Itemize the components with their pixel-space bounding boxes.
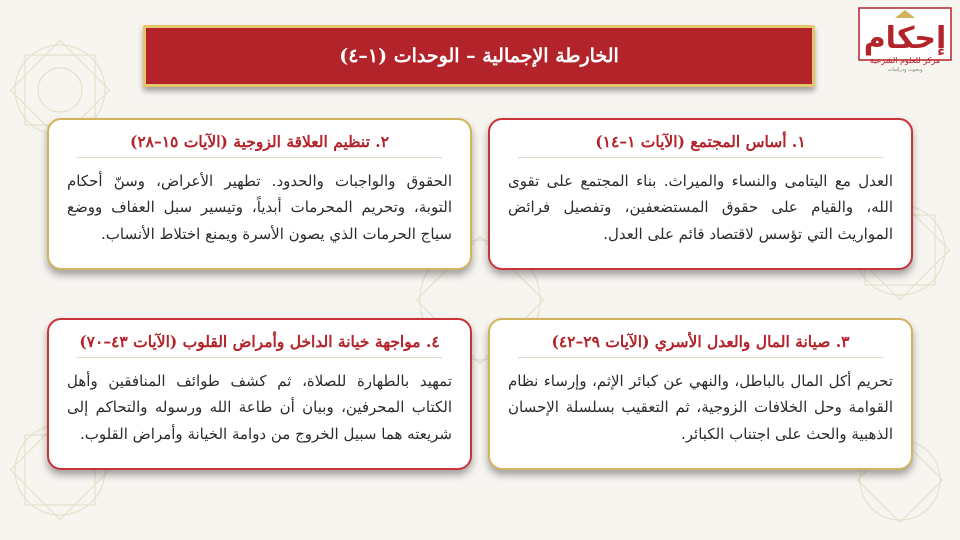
unit-card-body: تحريم أكل المال بالباطل، والنهي عن كبائر الإثم، وإرساء نظام القوامة وحل الخلافات الزوجية، ثم التعقيب بسلسلة الإحسان الذهبية والحث على اجتناب الكبائر. [508,372,893,443]
logo-icon [855,6,955,76]
unit-card-body: تمهيد بالطهارة للصلاة، ثم كشف طوائف المنافقين وأهل الكتاب المحرفين، وبيان أن طاعة الله ورسوله والتحاكم إلى شريعته هما سبيل الخروج من دوامة الخيانة وأمراض القلوب. [67,372,452,443]
svg-text:إحكام: إحكام [863,21,947,56]
unit-card-title: ٤. مواجهة خيانة الداخل وأمراض القلوب (الآيات ٤٣–٧٠) [79,332,440,351]
unit-card-title: ٢. تنظيم العلاقة الزوجية (الآيات ١٥–٢٨) [129,132,390,151]
divider [77,357,442,358]
divider [518,357,883,358]
unit-card-1 [488,118,913,270]
unit-card-title: ١. أساس المجتمع (الآيات ١–١٤) [595,132,806,151]
logo-tagline: وبحوث ودراسات [887,67,923,73]
unit-card-title: ٣. صيانة المال والعدل الأسري (الآيات ٢٩–٤٢) [551,332,850,351]
unit-card-4 [47,318,472,470]
logo-subtitle: مركز للعلوم الشرعية [869,56,941,65]
unit-card-3 [488,318,913,470]
divider [77,157,442,158]
unit-card-body: الحقوق والواجبات والحدود. تطهير الأعراض، وسنّ أحكام التوبة، وتحريم المحرمات أبدياً، وتيسير سبل العفاف ووضع سياج الحرمات الذي يصون الأسرة ويمنع اختلاط الأنساب. [67,172,452,243]
page-title: الخارطة الإجمالية – الوحدات (١–٤) [143,25,815,87]
unit-card-2 [47,118,472,270]
divider [518,157,883,158]
unit-card-body: العدل مع اليتامى والنساء والميراث. بناء المجتمع على تقوى الله، والقيام على حقوق المستضعفين، وتفصيل فرائض المواريث التي تؤسس لاقتصاد قائم على العدل. [508,172,893,243]
